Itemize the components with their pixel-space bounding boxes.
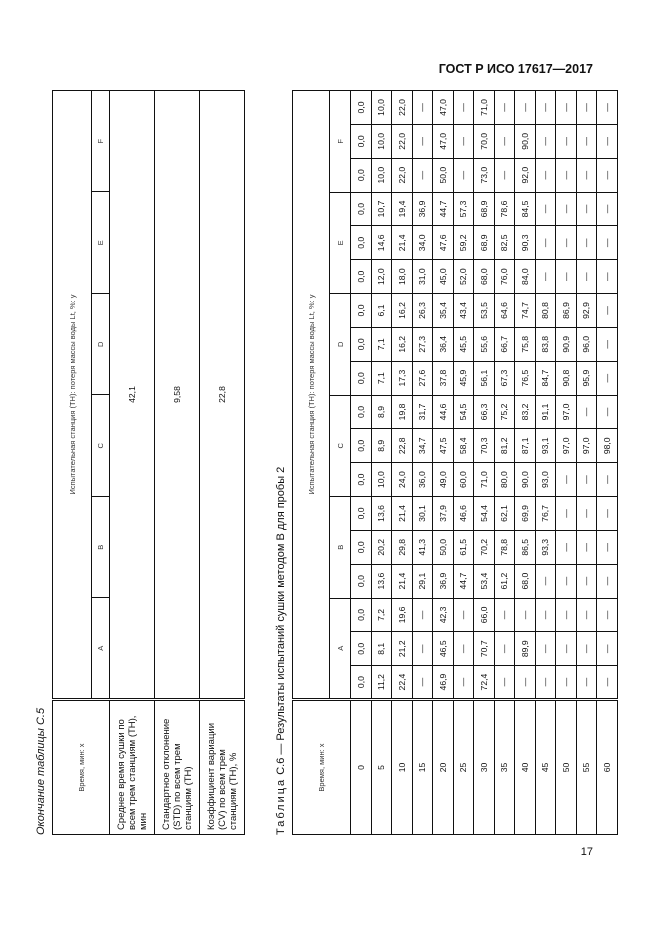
value-cell: 0,0	[351, 395, 372, 429]
table-row	[110, 91, 155, 835]
value-cell: —	[453, 91, 474, 125]
value-cell: 0,0	[351, 429, 372, 463]
value-cell: 8,9	[371, 429, 392, 463]
value-cell: 10,0	[371, 158, 392, 192]
value-cell: —	[453, 632, 474, 666]
value-cell: —	[412, 158, 433, 192]
value-cell: —	[576, 632, 597, 666]
value-cell: 90,8	[556, 361, 577, 395]
value-cell: 0,0	[351, 124, 372, 158]
value-cell: 21,2	[392, 632, 413, 666]
value-cell: —	[412, 91, 433, 125]
value-cell: 54,5	[453, 395, 474, 429]
value-cell: —	[597, 361, 618, 395]
value-cell: 27,3	[412, 327, 433, 361]
value-cell: 68,9	[474, 192, 495, 226]
value-cell: 70,0	[474, 124, 495, 158]
value-cell: —	[576, 395, 597, 429]
time-cell: 5	[371, 700, 392, 835]
station-header: B	[92, 497, 110, 599]
value-cell: 13,6	[371, 564, 392, 598]
table-row	[556, 91, 577, 835]
value-cell: 91,1	[535, 395, 556, 429]
value-cell: 10,0	[371, 91, 392, 125]
value-cell: —	[576, 91, 597, 125]
value-cell: —	[494, 666, 515, 700]
value-cell: 68,0	[515, 564, 536, 598]
value-cell: 0,0	[351, 598, 372, 632]
value-cell: 78,6	[494, 192, 515, 226]
table-c6-caption	[270, 90, 292, 835]
value-cell: 36,9	[433, 564, 454, 598]
value-cell: —	[453, 158, 474, 192]
value-cell: 43,4	[453, 294, 474, 328]
value-cell: 69,9	[515, 497, 536, 531]
value-cell: 66,0	[474, 598, 495, 632]
value-cell: 0,0	[351, 192, 372, 226]
value-cell: 90,0	[515, 124, 536, 158]
value-cell: 58,4	[453, 429, 474, 463]
value-cell: —	[515, 598, 536, 632]
value-cell: 76,7	[535, 497, 556, 531]
value-cell: 0,0	[351, 564, 372, 598]
value-cell: 10,7	[371, 192, 392, 226]
table-c5	[52, 90, 245, 835]
value-cell: —	[412, 124, 433, 158]
value-cell: 80,8	[535, 294, 556, 328]
value-cell: 45,5	[453, 327, 474, 361]
value-cell: 36,9	[412, 192, 433, 226]
table-c6-section	[270, 90, 612, 835]
row-value: 42,1	[110, 91, 155, 700]
value-cell: 37,9	[433, 497, 454, 531]
value-cell: —	[597, 294, 618, 328]
table-row	[351, 91, 372, 835]
value-cell: 0,0	[351, 530, 372, 564]
value-cell: 61,5	[453, 530, 474, 564]
value-cell: —	[556, 158, 577, 192]
value-cell: 97,0	[556, 395, 577, 429]
value-cell: —	[597, 124, 618, 158]
value-cell: 80,0	[494, 463, 515, 497]
value-cell: 21,4	[392, 226, 413, 260]
value-cell: —	[556, 192, 577, 226]
time-cell: 60	[597, 700, 618, 835]
value-cell: —	[556, 260, 577, 294]
value-cell: 98,0	[597, 429, 618, 463]
value-cell: 54,4	[474, 497, 495, 531]
table-row	[597, 91, 618, 835]
table-row	[155, 91, 200, 835]
value-cell: —	[576, 158, 597, 192]
page-number: 17	[580, 846, 593, 858]
table-row	[494, 91, 515, 835]
value-cell: 21,4	[392, 564, 413, 598]
value-cell: —	[597, 395, 618, 429]
value-cell: —	[597, 226, 618, 260]
value-cell: 52,0	[453, 260, 474, 294]
value-cell: —	[556, 124, 577, 158]
value-cell: 62,1	[494, 497, 515, 531]
value-cell: 47,6	[433, 226, 454, 260]
value-cell: —	[576, 564, 597, 598]
value-cell: 22,0	[392, 124, 413, 158]
value-cell: 21,4	[392, 497, 413, 531]
value-cell: 66,7	[494, 327, 515, 361]
row-value: 22,8	[200, 91, 245, 700]
group-header: Испытательная станция (ТН): потеря массы воды Lt, %: y	[293, 91, 330, 700]
value-cell: 72,4	[474, 666, 495, 700]
value-cell: —	[453, 666, 474, 700]
value-cell: 19,4	[392, 192, 413, 226]
station-header: F	[92, 91, 110, 193]
value-cell: 47,0	[433, 124, 454, 158]
value-cell: —	[556, 564, 577, 598]
value-cell: 50,0	[433, 158, 454, 192]
value-cell: 44,6	[433, 395, 454, 429]
value-cell: 68,0	[474, 260, 495, 294]
value-cell: 46,5	[433, 632, 454, 666]
value-cell: 50,0	[433, 530, 454, 564]
value-cell: —	[494, 632, 515, 666]
value-cell: —	[535, 91, 556, 125]
value-cell: —	[535, 632, 556, 666]
value-cell: 56,1	[474, 361, 495, 395]
value-cell: —	[597, 497, 618, 531]
value-cell: —	[576, 226, 597, 260]
value-cell: 47,5	[433, 429, 454, 463]
time-cell: 10	[392, 700, 413, 835]
value-cell: 31,0	[412, 260, 433, 294]
value-cell: 7,1	[371, 327, 392, 361]
row-label: Коэффициент вариации (CV) по всем трем станциям (ТН), %	[200, 700, 245, 835]
value-cell: 16,2	[392, 327, 413, 361]
table-row	[453, 91, 474, 835]
value-cell: 18,0	[392, 260, 413, 294]
value-cell: —	[597, 666, 618, 700]
row-label: Среднее время сушки по всем трем станциям (ТН), мин	[110, 700, 155, 835]
table-c5-section	[30, 90, 255, 835]
value-cell: —	[597, 530, 618, 564]
value-cell: 97,0	[556, 429, 577, 463]
value-cell: 45,9	[453, 361, 474, 395]
value-cell: —	[453, 598, 474, 632]
value-cell: 27,6	[412, 361, 433, 395]
value-cell: —	[576, 260, 597, 294]
value-cell: 64,6	[494, 294, 515, 328]
value-cell: 90,9	[556, 327, 577, 361]
value-cell: 42,3	[433, 598, 454, 632]
value-cell: 71,0	[474, 91, 495, 125]
value-cell: 46,6	[453, 497, 474, 531]
value-cell: 92,0	[515, 158, 536, 192]
value-cell: 82,5	[494, 226, 515, 260]
time-cell: 40	[515, 700, 536, 835]
value-cell: 10,0	[371, 463, 392, 497]
value-cell: —	[494, 158, 515, 192]
value-cell: —	[515, 91, 536, 125]
value-cell: 84,7	[535, 361, 556, 395]
group-header: Испытательная станция (ТН): потеря массы воды Lt, %: y	[53, 91, 92, 700]
value-cell: 10,0	[371, 124, 392, 158]
value-cell: —	[535, 192, 556, 226]
value-cell: 13,6	[371, 497, 392, 531]
value-cell: 61,2	[494, 564, 515, 598]
value-cell: —	[597, 463, 618, 497]
table-row	[535, 91, 556, 835]
value-cell: —	[576, 497, 597, 531]
value-cell: —	[535, 226, 556, 260]
value-cell: 19,6	[392, 598, 413, 632]
time-cell: 35	[494, 700, 515, 835]
value-cell: 87,1	[515, 429, 536, 463]
value-cell: —	[412, 632, 433, 666]
value-cell: 0,0	[351, 91, 372, 125]
value-cell: 20,2	[371, 530, 392, 564]
value-cell: 44,7	[433, 192, 454, 226]
value-cell: —	[597, 598, 618, 632]
station-header: E	[92, 192, 110, 294]
value-cell: 36,0	[412, 463, 433, 497]
value-cell: 76,0	[494, 260, 515, 294]
value-cell: —	[576, 124, 597, 158]
value-cell: —	[535, 124, 556, 158]
value-cell: 0,0	[351, 260, 372, 294]
value-cell: —	[494, 598, 515, 632]
table-c6	[292, 90, 618, 835]
corner-header: Время, мин: x	[53, 700, 110, 835]
value-cell: —	[535, 598, 556, 632]
station-header: A	[330, 598, 351, 699]
time-cell: 20	[433, 700, 454, 835]
value-cell: 17,3	[392, 361, 413, 395]
value-cell: 93,1	[535, 429, 556, 463]
value-cell: —	[576, 463, 597, 497]
value-cell: 95,9	[576, 361, 597, 395]
value-cell: 90,0	[515, 463, 536, 497]
value-cell: —	[556, 226, 577, 260]
value-cell: 34,7	[412, 429, 433, 463]
value-cell: 30,1	[412, 497, 433, 531]
value-cell: 67,3	[494, 361, 515, 395]
station-header: F	[330, 91, 351, 193]
corner-header: Время, мин: x	[293, 700, 351, 835]
value-cell: 97,0	[576, 429, 597, 463]
value-cell: —	[597, 564, 618, 598]
station-header: E	[330, 192, 351, 293]
value-cell: —	[597, 327, 618, 361]
value-cell: —	[556, 632, 577, 666]
value-cell: —	[494, 91, 515, 125]
value-cell: —	[515, 666, 536, 700]
value-cell: 73,0	[474, 158, 495, 192]
time-cell: 55	[576, 700, 597, 835]
value-cell: 70,7	[474, 632, 495, 666]
value-cell: —	[556, 598, 577, 632]
value-cell: 81,2	[494, 429, 515, 463]
value-cell: 0,0	[351, 294, 372, 328]
value-cell: 35,4	[433, 294, 454, 328]
value-cell: 26,3	[412, 294, 433, 328]
value-cell: 84,5	[515, 192, 536, 226]
value-cell: 0,0	[351, 666, 372, 700]
row-label: Стандартное отклонение (STD) по всем трем станциям (ТН)	[155, 700, 200, 835]
value-cell: 22,0	[392, 158, 413, 192]
value-cell: —	[597, 192, 618, 226]
value-cell: —	[576, 598, 597, 632]
time-cell: 30	[474, 700, 495, 835]
station-header: C	[92, 395, 110, 497]
value-cell: —	[556, 530, 577, 564]
caption-text: С.6 — Результаты испытаний сушки методом В для пробы 2	[275, 466, 287, 775]
value-cell: 7,1	[371, 361, 392, 395]
table-row	[371, 91, 392, 835]
value-cell: —	[494, 124, 515, 158]
value-cell: 34,0	[412, 226, 433, 260]
value-cell: 93,3	[535, 530, 556, 564]
value-cell: 86,9	[556, 294, 577, 328]
table-row	[433, 91, 454, 835]
value-cell: 45,0	[433, 260, 454, 294]
value-cell: 8,9	[371, 395, 392, 429]
value-cell: 60,0	[453, 463, 474, 497]
value-cell: 76,5	[515, 361, 536, 395]
value-cell: 12,0	[371, 260, 392, 294]
table-row	[200, 91, 245, 835]
document-id-header: ГОСТ Р ИСО 17617—2017	[438, 62, 593, 76]
table-row	[412, 91, 433, 835]
value-cell: 59,2	[453, 226, 474, 260]
value-cell: 49,0	[433, 463, 454, 497]
value-cell: —	[412, 666, 433, 700]
value-cell: 83,2	[515, 395, 536, 429]
station-header: C	[330, 395, 351, 496]
value-cell: —	[556, 497, 577, 531]
value-cell: 74,7	[515, 294, 536, 328]
value-cell: 0,0	[351, 327, 372, 361]
value-cell: 0,0	[351, 361, 372, 395]
value-cell: 31,7	[412, 395, 433, 429]
value-cell: 22,0	[392, 91, 413, 125]
time-cell: 25	[453, 700, 474, 835]
table-row	[392, 91, 413, 835]
value-cell: 46,9	[433, 666, 454, 700]
value-cell: 0,0	[351, 463, 372, 497]
station-header: B	[330, 497, 351, 598]
value-cell: —	[556, 463, 577, 497]
value-cell: —	[535, 158, 556, 192]
value-cell: —	[412, 598, 433, 632]
table-row	[474, 91, 495, 835]
value-cell: 16,2	[392, 294, 413, 328]
value-cell: 41,3	[412, 530, 433, 564]
value-cell: 47,0	[433, 91, 454, 125]
value-cell: 36,4	[433, 327, 454, 361]
value-cell: 70,2	[474, 530, 495, 564]
value-cell: —	[576, 530, 597, 564]
station-header: D	[330, 294, 351, 395]
value-cell: —	[597, 158, 618, 192]
value-cell: —	[535, 564, 556, 598]
table-row	[515, 91, 536, 835]
value-cell: 0,0	[351, 158, 372, 192]
value-cell: 22,4	[392, 666, 413, 700]
value-cell: 37,8	[433, 361, 454, 395]
row-value: 9,58	[155, 91, 200, 700]
value-cell: 24,0	[392, 463, 413, 497]
time-cell: 0	[351, 700, 372, 835]
value-cell: —	[576, 192, 597, 226]
value-cell: 6,1	[371, 294, 392, 328]
table-row	[576, 91, 597, 835]
value-cell: —	[535, 260, 556, 294]
value-cell: —	[597, 91, 618, 125]
value-cell: 11,2	[371, 666, 392, 700]
value-cell: 96,0	[576, 327, 597, 361]
value-cell: 84,0	[515, 260, 536, 294]
value-cell: 68,9	[474, 226, 495, 260]
value-cell: 89,9	[515, 632, 536, 666]
value-cell: 29,8	[392, 530, 413, 564]
value-cell: 70,3	[474, 429, 495, 463]
value-cell: 93,0	[535, 463, 556, 497]
value-cell: 83,8	[535, 327, 556, 361]
value-cell: 7,2	[371, 598, 392, 632]
value-cell: 75,2	[494, 395, 515, 429]
value-cell: 0,0	[351, 497, 372, 531]
value-cell: 14,6	[371, 226, 392, 260]
value-cell: 53,5	[474, 294, 495, 328]
station-header: A	[92, 598, 110, 700]
value-cell: 71,0	[474, 463, 495, 497]
station-header: D	[92, 294, 110, 396]
value-cell: 78,8	[494, 530, 515, 564]
value-cell: 90,3	[515, 226, 536, 260]
value-cell: 19,8	[392, 395, 413, 429]
value-cell: 92,9	[576, 294, 597, 328]
value-cell: —	[556, 91, 577, 125]
time-cell: 50	[556, 700, 577, 835]
time-cell: 15	[412, 700, 433, 835]
value-cell: 66,3	[474, 395, 495, 429]
value-cell: 8,1	[371, 632, 392, 666]
value-cell: —	[576, 666, 597, 700]
value-cell: 0,0	[351, 632, 372, 666]
time-cell: 45	[535, 700, 556, 835]
value-cell: 44,7	[453, 564, 474, 598]
value-cell: 22,8	[392, 429, 413, 463]
table-c5-caption: Окончание таблицы С.5	[35, 707, 47, 835]
value-cell: —	[597, 260, 618, 294]
value-cell: 75,8	[515, 327, 536, 361]
value-cell: —	[556, 666, 577, 700]
value-cell: 29,1	[412, 564, 433, 598]
value-cell: —	[597, 632, 618, 666]
value-cell: 57,3	[453, 192, 474, 226]
value-cell: 86,5	[515, 530, 536, 564]
value-cell: 53,4	[474, 564, 495, 598]
caption-prefix: Таблица	[275, 777, 287, 835]
value-cell: 0,0	[351, 226, 372, 260]
value-cell: —	[535, 666, 556, 700]
value-cell: 55,6	[474, 327, 495, 361]
value-cell: —	[453, 124, 474, 158]
